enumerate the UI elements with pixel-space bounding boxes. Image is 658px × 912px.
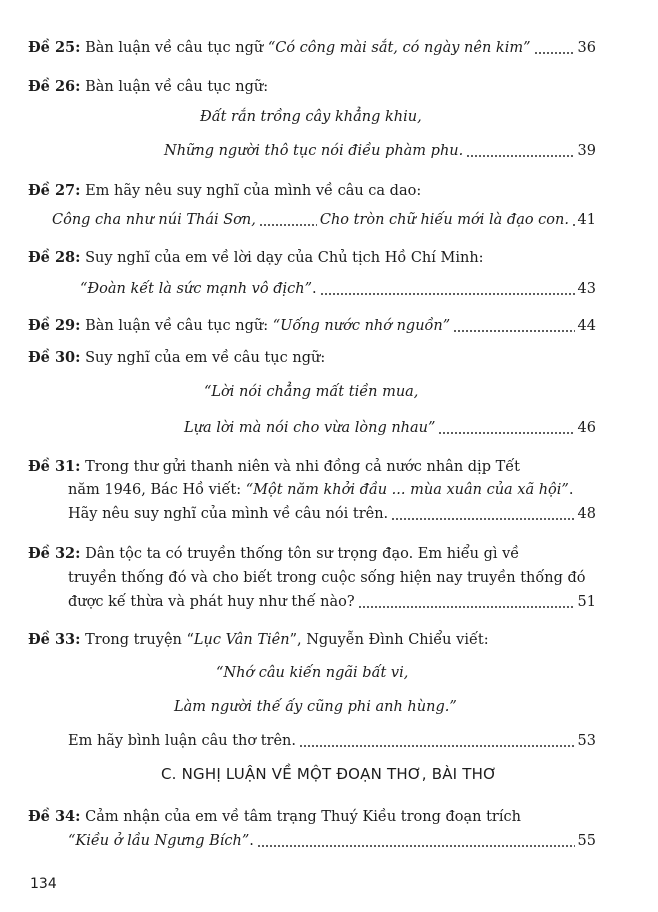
entry-label: Đề 33: — [28, 631, 81, 648]
entry-title-tail: . — [249, 833, 254, 849]
entry-text: truyền thống đó và cho biết trong cuộc sống hiện nay truyền thống đó — [68, 570, 586, 586]
entry-label: Đề 32: — [28, 545, 81, 562]
toc-entry-28 — [28, 243, 596, 267]
entry-text: Dân tộc ta có truyền thống tôn sư trọng đạo. Em hiểu gì về — [80, 546, 520, 562]
section-heading: C. NGHỊ LUẬN VỀ MỘT ĐOẠN THƠ, BÀI THƠ — [161, 765, 497, 783]
entry-page: 48 — [577, 506, 596, 522]
entry-page: 51 — [577, 594, 596, 610]
verse-text: Cho tròn chữ hiếu mới là đạo con. — [319, 212, 569, 228]
entry-text: Bàn luận về câu tục ngữ: — [80, 79, 269, 95]
entry-text-tail: ”, Nguyễn Đình Chiểu viết: — [289, 632, 489, 648]
entry-title: “Kiều ở lầu Ngưng Bích” — [68, 833, 250, 849]
entry-title: “Uống nước nhớ nguồn” — [272, 318, 451, 334]
entry-text: Suy nghĩ của em về lời dạy của Chủ tịch Hồ Chí Minh: — [80, 250, 484, 266]
verse-text: Làm người thế ấy cũng phi anh hùng.” — [174, 699, 457, 715]
entry-page: 41 — [577, 212, 596, 228]
entry-text: Em hãy nêu suy nghĩ của mình về câu ca dao: — [80, 183, 422, 199]
dot-leader — [438, 432, 574, 434]
entry-page: 39 — [577, 143, 596, 159]
verse-text: Đất rắn trồng cây khẳng khiu, — [200, 109, 422, 125]
entry-title: “Có công mài sắt, có ngày nên kim” — [267, 40, 531, 56]
entry-text: Trong truyện “ — [80, 632, 194, 648]
page-number: 134 — [30, 876, 57, 892]
entry-text: Hãy nêu suy nghĩ của mình về câu nói trên. — [68, 506, 389, 522]
verse-text: “Lời nói chẳng mất tiền mua, — [204, 384, 419, 400]
entry-text: Bàn luận về câu tục ngữ: — [80, 318, 273, 334]
entry-text: Em hãy bình luận câu thơ trên. — [68, 733, 297, 749]
entry-page: 53 — [577, 733, 596, 749]
entry-text: Cảm nhận của em về tâm trạng Thuý Kiều trong đoạn trích — [80, 809, 521, 825]
verse-line — [204, 377, 596, 401]
entry-title: “Đoàn kết là sức mạnh vô địch” — [80, 281, 312, 297]
verse-line — [184, 413, 596, 437]
entry-label: Đề 31: — [28, 458, 81, 475]
entry-title-tail: . — [312, 281, 317, 297]
entry-label: Đề 27: — [28, 182, 81, 199]
toc-entry-25 — [28, 33, 596, 57]
entry-title: Lục Vân Tiên — [193, 632, 290, 648]
toc-entry-31 — [28, 452, 596, 476]
toc-entry-33 — [28, 625, 596, 649]
entry-page: 44 — [577, 318, 596, 334]
entry-continuation — [68, 499, 596, 523]
dot-leader — [259, 224, 317, 226]
toc-entry-27 — [28, 176, 596, 200]
entry-label: Đề 25: — [28, 39, 81, 56]
dot-leader — [299, 745, 575, 747]
entry-label: Đề 26: — [28, 78, 81, 95]
dot-leader — [257, 845, 575, 847]
dot-leader — [534, 52, 575, 54]
entry-continuation — [68, 726, 596, 750]
entry-continuation — [68, 563, 596, 587]
entry-title: “Một năm khởi đầu ... mùa xuân của xã hội” — [245, 482, 569, 498]
entry-page: 36 — [577, 40, 596, 56]
quote-line — [80, 274, 596, 298]
verse-line — [174, 692, 596, 716]
dot-leader — [320, 293, 575, 295]
entry-page: 43 — [577, 281, 596, 297]
verse-line — [200, 102, 596, 126]
verse-text: Lựa lời mà nói cho vừa lòng nhau” — [184, 420, 436, 436]
entry-label: Đề 34: — [28, 808, 81, 825]
verse-text: “Nhớ câu kiến ngãi bất vi, — [216, 665, 409, 681]
entry-continuation — [68, 475, 596, 499]
toc-entry-32 — [28, 539, 596, 563]
dot-leader — [358, 606, 575, 608]
entry-text: được kế thừa và phát huy như thế nào? — [68, 594, 355, 610]
verse-text: Công cha như núi Thái Sơn, — [52, 212, 256, 228]
entry-page: 55 — [577, 833, 596, 849]
entry-continuation — [68, 587, 596, 611]
entry-title-tail: . — [568, 482, 574, 498]
verse-text: Những người thô tục nói điều phàm phu. — [164, 143, 464, 159]
dot-leader — [391, 518, 574, 520]
dot-leader — [466, 155, 574, 157]
entry-text: Bàn luận về câu tục ngữ — [80, 40, 268, 56]
verse-line — [52, 205, 596, 229]
verse-line — [164, 136, 596, 160]
toc-entry-30 — [28, 343, 596, 367]
toc-entry-29 — [28, 311, 596, 335]
verse-line — [216, 658, 596, 682]
toc-entry-34 — [28, 802, 596, 826]
entry-text: Trong thư gửi thanh niên và nhi đồng cả nước nhân dịp Tết — [80, 459, 521, 475]
entry-label: Đề 28: — [28, 249, 81, 266]
entry-label: Đề 30: — [28, 349, 81, 366]
toc-entry-26 — [28, 72, 596, 96]
entry-label: Đề 29: — [28, 317, 81, 334]
entry-page: 46 — [577, 420, 596, 436]
entry-text: Suy nghĩ của em về câu tục ngữ: — [80, 350, 326, 366]
dot-leader — [572, 224, 575, 226]
entry-continuation — [68, 826, 596, 850]
dot-leader — [453, 330, 574, 332]
entry-text: năm 1946, Bác Hồ viết: — [68, 482, 246, 498]
